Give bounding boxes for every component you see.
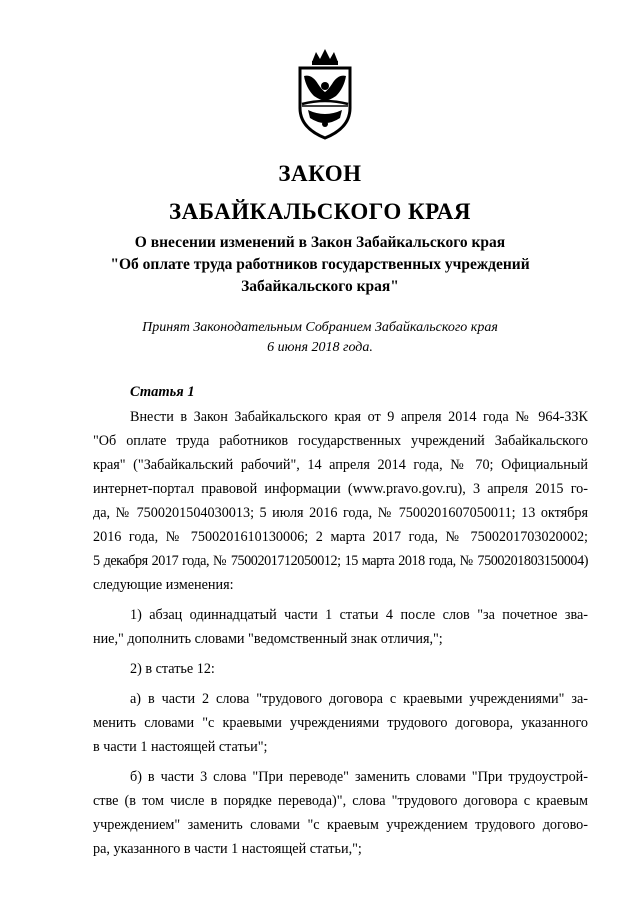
text-line: в части 1 настоящей статьи"; bbox=[93, 739, 268, 755]
text-line: 1) абзац одиннадцатый части 1 статьи 4 после слов "за почетное зва- bbox=[130, 607, 588, 623]
article-body bbox=[93, 405, 588, 861]
adoption-note bbox=[0, 318, 640, 358]
text-line: да, № 7500201504030013; 5 июля 2016 года, № 7500201607050011; 13 октября bbox=[93, 505, 588, 521]
text-line: стве (в том числе в порядке перевода)", слова "трудового договора с краевым bbox=[93, 793, 588, 809]
text-line: а) в части 2 слова "трудового договора с краевыми учреждениями" за- bbox=[130, 691, 588, 707]
subtitle-line: "Об оплате труда работников государственных учреждений bbox=[110, 256, 530, 273]
text-line: 2016 года, № 7500201610130006; 2 марта 2017 года, № 7500201703020002; bbox=[93, 529, 588, 545]
text-line: менить словами "с краевыми учреждениями трудового договора, указанного bbox=[93, 715, 588, 731]
text-line: ра, указанного в части 1 настоящей статьи,"; bbox=[93, 841, 362, 857]
article-heading: Статья 1 bbox=[130, 384, 195, 400]
text-line: интернет-портал правовой информации (www.pravo.gov.ru), 3 апреля 2015 го- bbox=[93, 481, 588, 497]
text-line: "Об оплате труда работников государственных учреждений Забайкальского bbox=[93, 433, 588, 449]
subtitle-line: Забайкальского края" bbox=[241, 278, 399, 295]
paragraph bbox=[93, 405, 588, 597]
region-title: ЗАБАЙКАЛЬСКОГО КРАЯ bbox=[168, 199, 472, 224]
law-subtitle bbox=[0, 232, 640, 298]
paragraph bbox=[93, 765, 588, 861]
text-line: следующие изменения: bbox=[93, 577, 234, 593]
paragraph bbox=[93, 687, 588, 759]
adoption-line: Принят Законодательным Собранием Забайкальского края bbox=[142, 320, 498, 335]
paragraph bbox=[93, 603, 588, 651]
adoption-line: 6 июня 2018 года. bbox=[267, 340, 373, 355]
paragraph bbox=[93, 657, 588, 681]
text-line: края" ("Забайкальский рабочий", 14 апреля 2014 года, № 70; Официальный bbox=[93, 457, 588, 473]
law-title: ЗАКОН bbox=[278, 161, 362, 186]
subtitle-line: О внесении изменений в Закон Забайкальского края bbox=[134, 234, 506, 251]
text-line: 2) в статье 12: bbox=[130, 661, 215, 677]
coat-of-arms-icon bbox=[294, 46, 356, 142]
text-line: ние," дополнить словами "ведомственный знак отличия,"; bbox=[93, 631, 443, 647]
text-line: б) в части 3 слова "При переводе" заменить словами "При трудоустрой- bbox=[130, 769, 588, 785]
text-line: Внести в Закон Забайкальского края от 9 апреля 2014 года № 964-ЗЗК bbox=[130, 409, 588, 425]
text-line: учреждением" заменить словами "с краевым учреждением трудового догово- bbox=[93, 817, 588, 833]
text-line: 5 декабря 2017 года, № 7500201712050012; 15 марта 2018 года, № 7500201803150004) bbox=[93, 553, 588, 569]
